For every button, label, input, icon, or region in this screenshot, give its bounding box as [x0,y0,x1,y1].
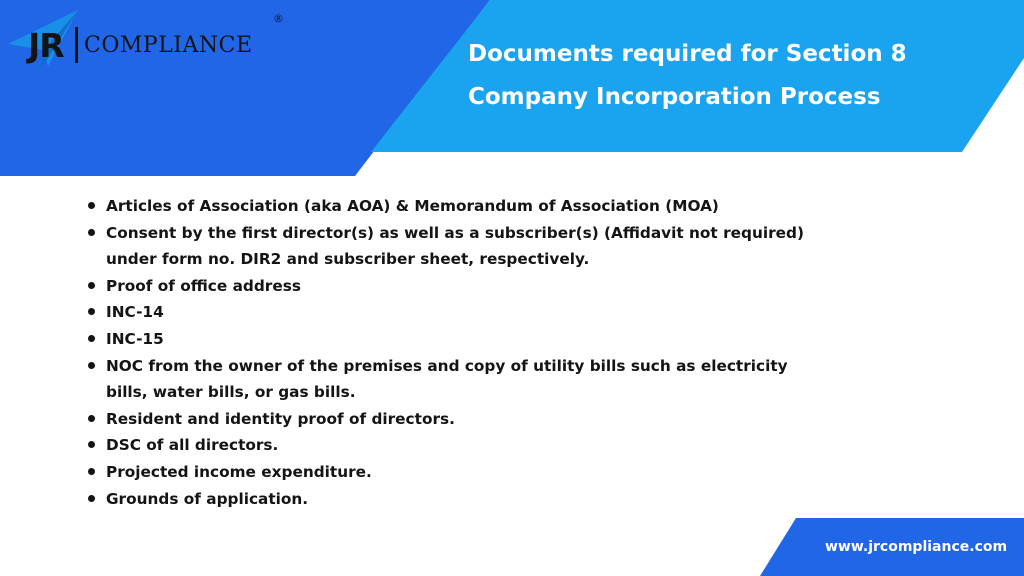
document-item-text: DSC of all directors. [106,436,279,455]
document-item-text: under form no. DIR2 and subscriber sheet, respectively. [106,250,590,269]
logo-wordmark: COMPLIANCE [84,33,253,58]
document-item-text: Articles of Association (aka AOA) & Memorandum of Association (MOA) [106,197,719,215]
brand-logo [8,10,298,74]
registered-mark: ® [273,12,284,25]
title-line-2: Company Incorporation Process [468,84,881,110]
document-item [86,459,886,486]
document-item [86,299,886,326]
document-item-text: Grounds of application. [106,489,309,508]
page-title [468,33,988,119]
title-line-1: Documents required for Section 8 [468,41,907,67]
logo-initials: JR [28,26,64,65]
logo-divider [75,27,78,63]
document-item [86,432,886,459]
document-item [86,193,886,220]
document-item [86,273,886,300]
document-item-text: INC-15 [106,329,164,348]
document-item [86,220,886,273]
document-item-text: Projected income expenditure. [106,462,372,481]
document-item-text: INC-14 [106,303,164,322]
document-item [86,406,886,433]
document-item-text: Resident and identity proof of directors. [106,409,455,428]
document-item-text: bills, water bills, or gas bills. [106,383,356,402]
website-url[interactable]: www.jrcompliance.com [825,539,1008,555]
document-item-text: Consent by the first director(s) as well as a subscriber(s) (Affidavit not required) [106,223,804,242]
document-item-text: Proof of office address [106,276,301,295]
document-item [86,486,886,513]
documents-list [86,193,886,512]
document-item-text: NOC from the owner of the premises and copy of utility bills such as electricity [106,356,788,375]
document-item [86,326,886,353]
document-item [86,353,886,406]
